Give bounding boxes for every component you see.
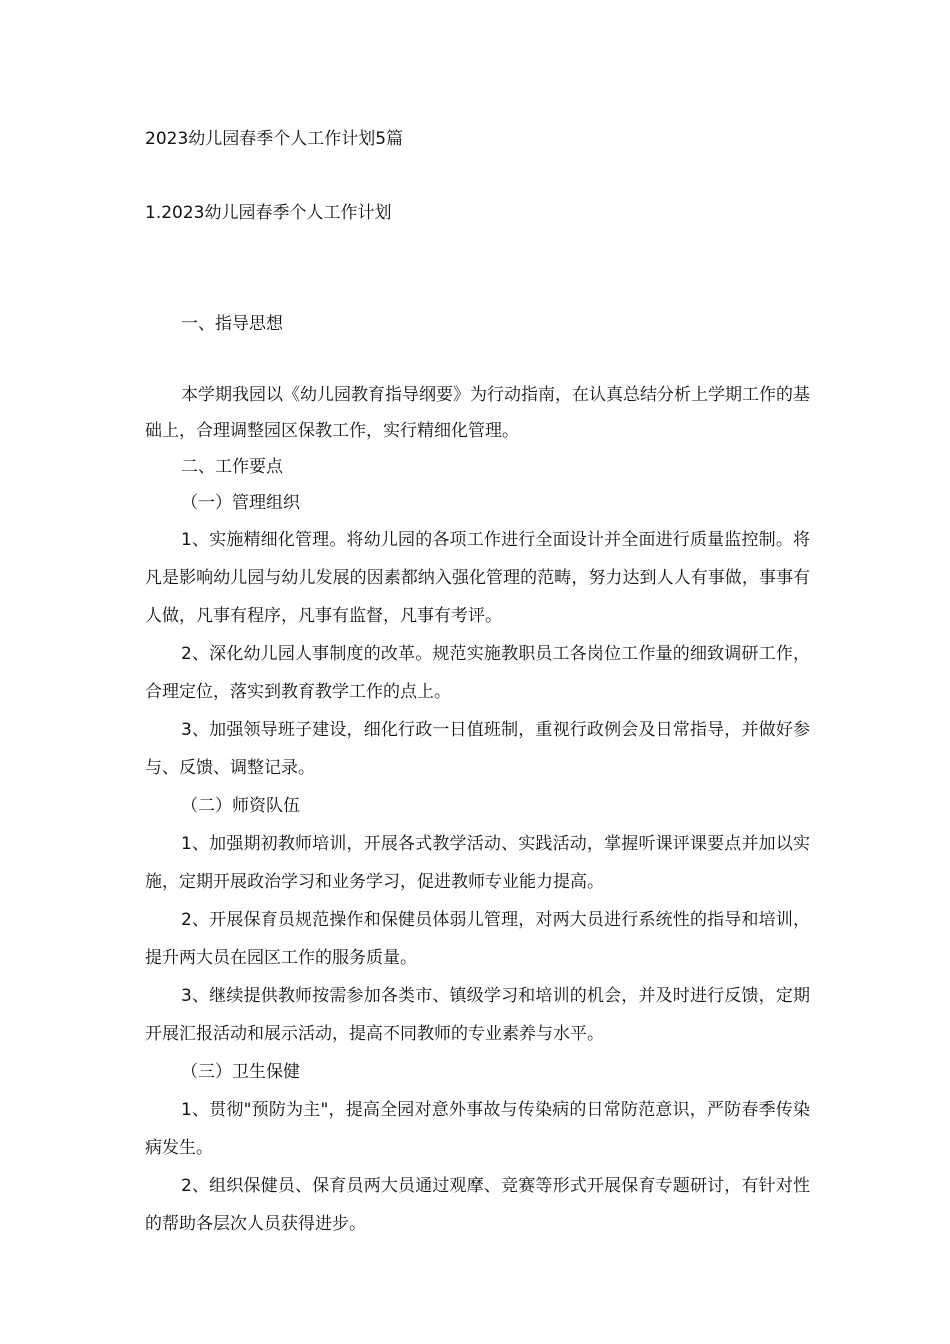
paragraph-management-2: 2、深化幼儿园人事制度的改革。规范实施教职员工各岗位工作量的细致调研工作，合理定位，落实到教育教学工作的点上。: [145, 644, 810, 702]
heading-guiding-ideology: 一、指导思想: [181, 314, 283, 334]
heading-work-points: 二、工作要点: [181, 457, 283, 477]
paragraph-teachers-2: 2、开展保育员规范操作和保健员体弱儿管理，对两大员进行系统性的指导和培训，提升两大员在园区工作的服务质量。: [145, 910, 810, 968]
paragraph-teachers-3: 3、继续提供教师按需参加各类市、镇级学习和培训的机会，并及时进行反馈，定期开展汇报活动和展示活动，提高不同教师的专业素养与水平。: [145, 986, 810, 1044]
section-title: 1.2023幼儿园春季个人工作计划: [145, 203, 392, 223]
document-body: [145, 377, 810, 1243]
subheading-health: （三）卫生保健: [181, 1062, 300, 1082]
paragraph-teachers-1: 1、加强期初教师培训，开展各式教学活动、实践活动，掌握听课评课要点并加以实施，定期开展政治学习和业务学习，促进教师专业能力提高。: [145, 834, 810, 892]
paragraph-health-1: 1、贯彻"预防为主"，提高全园对意外事故与传染病的日常防范意识，严防春季传染病发生。: [145, 1100, 810, 1158]
document-title: 2023幼儿园春季个人工作计划5篇: [145, 129, 404, 149]
subheading-teachers: （二）师资队伍: [181, 796, 300, 816]
paragraph-health-2: 2、组织保健员、保育员两大员通过观摩、竞赛等形式开展保育专题研讨，有针对性的帮助各层次人员获得进步。: [145, 1176, 810, 1234]
paragraph-management-3: 3、加强领导班子建设，细化行政一日值班制，重视行政例会及日常指导，并做好参与、反馈、调整记录。: [145, 720, 810, 778]
subheading-management: （一）管理组织: [181, 493, 300, 513]
paragraph-intro: 本学期我园以《幼儿园教育指导纲要》为行动指南，在认真总结分析上学期工作的基础上，合理调整园区保教工作，实行精细化管理。: [145, 385, 810, 441]
paragraph-management-1: 1、实施精细化管理。将幼儿园的各项工作进行全面设计并全面进行质量监控制。将凡是影响幼儿园与幼儿发展的因素都纳入强化管理的范畴，努力达到人人有事做，事事有人做，凡事有程序，凡事有监督，凡事有考评。: [145, 530, 810, 626]
